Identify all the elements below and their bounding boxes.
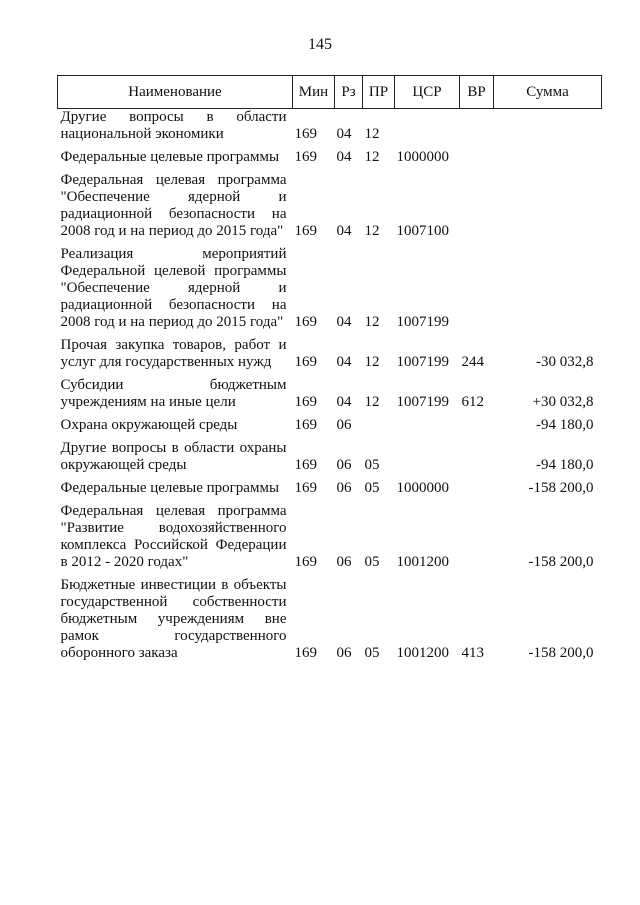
cell-csr: 1000000 <box>396 149 449 165</box>
table-row <box>58 417 602 440</box>
budget-table <box>57 75 602 668</box>
cell-rz: 04 <box>336 394 352 410</box>
cell-sum: -94 180,0 <box>536 457 594 473</box>
cell-pr: 05 <box>364 480 380 496</box>
cell-name: Реализация мероприятий Федеральной целевой программы "Обеспечение ядерной и радиационной безопасности на 2008 год и на период до 2015 года" <box>60 246 287 330</box>
cell-sum <box>494 172 602 246</box>
table-row <box>58 149 602 172</box>
cell-sum <box>494 149 602 172</box>
cell-pr: 05 <box>364 554 380 570</box>
cell-csr: 1007199 <box>396 314 449 330</box>
cell-sum: -158 200,0 <box>528 480 594 496</box>
header-vr: ВР <box>460 76 494 109</box>
cell-min: 169 <box>294 126 317 142</box>
header-min: Мин <box>293 76 335 109</box>
cell-vr <box>460 149 494 172</box>
cell-csr: 1007100 <box>396 223 449 239</box>
cell-name: Другие вопросы в области национальной экономики <box>60 109 287 142</box>
cell-vr <box>460 480 494 503</box>
cell-pr: 12 <box>364 314 380 330</box>
table-row <box>58 577 602 668</box>
cell-pr: 12 <box>364 354 380 370</box>
table-row <box>58 109 602 150</box>
cell-vr <box>460 172 494 246</box>
cell-name: Охрана окружающей среды <box>60 417 238 433</box>
header-pr: ПР <box>363 76 395 109</box>
cell-name: Федеральная целевая программа "Обеспечение ядерной и радиационной безопасности на 2008 год и на период до 2015 года" <box>60 172 287 239</box>
cell-rz: 04 <box>336 126 352 142</box>
cell-name: Федеральная целевая программа "Развитие водохозяйственного комплекса Российской Федерации в 2012 - 2020 годах" <box>60 503 287 570</box>
cell-pr <box>363 417 395 440</box>
table-row <box>58 377 602 417</box>
cell-min: 169 <box>294 354 317 370</box>
cell-name: Федеральные целевые программы <box>60 149 280 165</box>
cell-sum: +30 032,8 <box>532 394 594 410</box>
cell-sum: -158 200,0 <box>528 645 594 661</box>
table-row <box>58 337 602 377</box>
cell-csr: 1001200 <box>396 645 449 661</box>
cell-min: 169 <box>294 314 317 330</box>
cell-rz: 06 <box>336 645 352 661</box>
table-row <box>58 480 602 503</box>
cell-pr: 12 <box>364 223 380 239</box>
cell-pr: 12 <box>364 394 380 410</box>
cell-rz: 04 <box>336 149 352 165</box>
cell-name: Бюджетные инвестиции в объекты государственной собственности бюджетным учреждениям вне рамок государственного оборонного заказа <box>60 577 287 661</box>
cell-pr: 12 <box>364 149 380 165</box>
table-row <box>58 172 602 246</box>
cell-rz: 06 <box>336 417 352 433</box>
cell-rz: 06 <box>336 554 352 570</box>
cell-vr <box>460 503 494 577</box>
cell-min: 169 <box>294 417 317 433</box>
cell-name: Прочая закупка товаров, работ и услуг для государственных нужд <box>60 337 287 370</box>
cell-sum <box>494 109 602 150</box>
cell-min: 169 <box>294 554 317 570</box>
cell-name: Другие вопросы в области охраны окружающей среды <box>60 440 287 473</box>
cell-pr: 05 <box>364 457 380 473</box>
cell-rz: 04 <box>336 223 352 239</box>
cell-vr: 612 <box>461 394 484 410</box>
cell-min: 169 <box>294 457 317 473</box>
cell-rz: 06 <box>336 480 352 496</box>
cell-rz: 04 <box>336 354 352 370</box>
cell-min: 169 <box>294 223 317 239</box>
cell-vr <box>460 440 494 480</box>
cell-vr <box>460 109 494 150</box>
header-name: Наименование <box>58 76 293 109</box>
cell-csr: 1007199 <box>396 354 449 370</box>
header-rz: Рз <box>335 76 363 109</box>
cell-csr <box>395 440 460 480</box>
cell-vr <box>460 246 494 337</box>
header-csr: ЦСР <box>395 76 460 109</box>
cell-csr: 1001200 <box>396 554 449 570</box>
table-header-row <box>58 76 602 109</box>
cell-csr: 1007199 <box>396 394 449 410</box>
cell-min: 169 <box>294 645 317 661</box>
cell-vr: 244 <box>461 354 484 370</box>
cell-min: 169 <box>294 149 317 165</box>
header-sum: Сумма <box>494 76 602 109</box>
cell-min: 169 <box>294 394 317 410</box>
cell-vr <box>460 417 494 440</box>
cell-sum <box>494 246 602 337</box>
table-row <box>58 440 602 480</box>
table-row <box>58 503 602 577</box>
cell-rz: 04 <box>336 314 352 330</box>
cell-vr: 413 <box>461 645 484 661</box>
cell-csr <box>395 109 460 150</box>
cell-name: Субсидии бюджетным учреждениям на иные цели <box>60 377 287 410</box>
cell-sum: -30 032,8 <box>536 354 594 370</box>
cell-csr <box>395 417 460 440</box>
cell-rz: 06 <box>336 457 352 473</box>
cell-name: Федеральные целевые программы <box>60 480 280 496</box>
cell-pr: 12 <box>364 126 380 142</box>
cell-pr: 05 <box>364 645 380 661</box>
cell-min: 169 <box>294 480 317 496</box>
cell-sum: -158 200,0 <box>528 554 594 570</box>
page-number: 145 <box>308 36 332 53</box>
cell-csr: 1000000 <box>396 480 449 496</box>
table-row <box>58 246 602 337</box>
cell-sum: -94 180,0 <box>536 417 594 433</box>
